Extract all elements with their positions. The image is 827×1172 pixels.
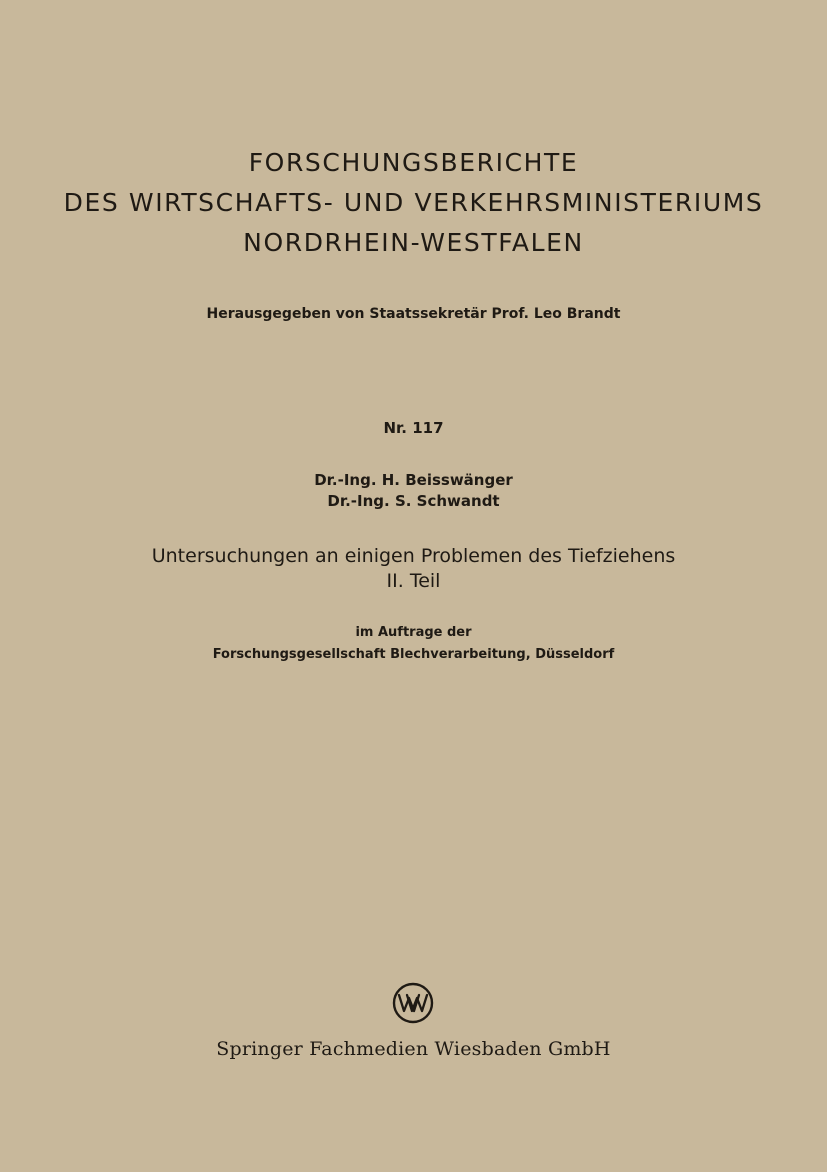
springer-vw-logo-icon: [392, 982, 434, 1024]
publisher-name: Springer Fachmedien Wiesbaden GmbH: [216, 1038, 611, 1060]
report-title-line-1: Untersuchungen an einigen Problemen des Tiefziehens: [151, 545, 676, 567]
report-number: Nr. 117: [383, 419, 444, 437]
commission-line-2: Forschungsgesellschaft Blechverarbeitung, Düsseldorf: [212, 647, 615, 662]
series-title-line-3: NORDRHEIN-WESTFALEN: [243, 228, 584, 257]
editor-line: Herausgegeben von Staatssekretär Prof. Leo Brandt: [206, 306, 621, 322]
author-2: Dr.-Ing. S. Schwandt: [327, 492, 500, 510]
report-title-line-2: II. Teil: [386, 570, 441, 592]
series-title-line-2: DES WIRTSCHAFTS- UND VERKEHRSMINISTERIUMS: [63, 188, 764, 217]
series-title-line-1: FORSCHUNGSBERICHTE: [248, 148, 579, 177]
commission-line-1: im Auftrage der: [355, 625, 472, 640]
author-1: Dr.-Ing. H. Beisswänger: [314, 471, 513, 489]
